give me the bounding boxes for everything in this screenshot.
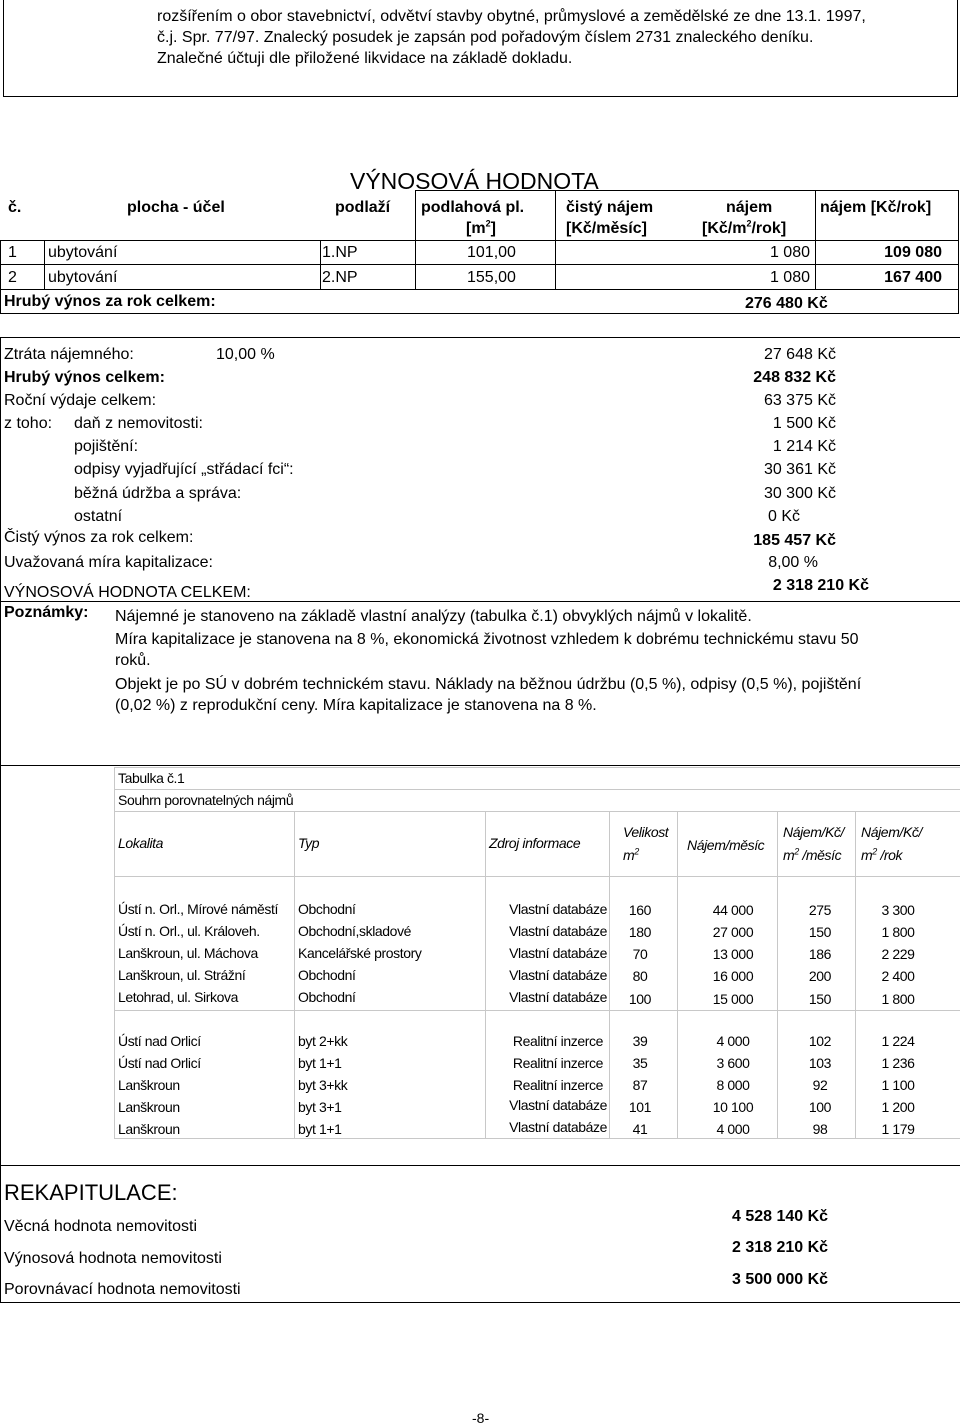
cmp-grid-v1 xyxy=(114,767,115,1138)
g2r4-m2-year: 1 200 xyxy=(881,1099,915,1115)
col-per-m2-year-1: Nájem/Kč/ xyxy=(861,824,922,840)
intro-line-2: č.j. Spr. 77/97. Znalecký posudek je zapsán pod pořadovým číslem 2731 znaleckého deníku. xyxy=(157,29,814,46)
total-value: 2 318 210 Kč xyxy=(772,577,869,594)
g1r4-size: 80 xyxy=(632,968,648,984)
col-py-unit: /rok xyxy=(880,847,903,863)
g1r5-size: 100 xyxy=(628,991,652,1007)
g1r5-type: Obchodní xyxy=(298,989,356,1005)
cap-label: Uvažovaná míra kapitalizace: xyxy=(4,554,213,571)
header-area-line1: podlahová pl. xyxy=(421,199,525,216)
header-rentm2-line1: nájem xyxy=(726,199,773,216)
g2r4-location: Lanškroun xyxy=(118,1099,180,1115)
loss-pct: 10,00 % xyxy=(216,346,275,363)
g2r1-monthly: 4 000 xyxy=(716,1033,750,1049)
table-caption: Souhrn porovnatelných nájmů xyxy=(118,792,294,808)
g1r2-source: Vlastní databáze xyxy=(509,923,607,939)
cmp-grid-h5 xyxy=(114,1010,960,1011)
row1-rent-m2: 1 080 xyxy=(769,244,810,261)
recap-label-2: Výnosová hodnota nemovitosti xyxy=(4,1250,222,1267)
note-3a: Objekt je po SÚ v dobrém technickém stavu. Náklady na běžnou údržbu (0,5 %), odpisy (0,5 %), pojištění xyxy=(115,676,862,693)
row1-area: 101,00 xyxy=(467,244,516,261)
g1r3-monthly: 13 000 xyxy=(712,946,754,962)
note-3b: (0,02 %) z reprodukční ceny. Míra kapitalizace je stanovena na 8 %. xyxy=(115,697,597,714)
header-no: č. xyxy=(8,199,22,216)
col-size-2 xyxy=(623,846,639,864)
expenses-label: Roční výdaje celkem: xyxy=(4,392,157,409)
header-rentm2-b: /rok] xyxy=(751,220,787,237)
recap-label-3: Porovnávací hodnota nemovitosti xyxy=(4,1281,241,1298)
recap-label-1: Věcná hodnota nemovitosti xyxy=(4,1218,198,1235)
yield-line-v0 xyxy=(0,240,1,314)
col-pm-sup: 2 xyxy=(794,846,799,857)
gross-year-value: 276 480 Kč xyxy=(745,295,828,312)
g1r4-type: Obchodní xyxy=(298,967,356,983)
g2r5-location: Lanškroun xyxy=(118,1121,180,1137)
col-per-m2-year-2 xyxy=(861,846,902,864)
g1r3-m2-month: 186 xyxy=(808,946,832,962)
yield-line-v6 xyxy=(958,190,959,314)
header-area-unit-sup: 2 xyxy=(485,218,491,229)
g2r3-monthly: 8 000 xyxy=(716,1077,750,1093)
col-py-m: m xyxy=(861,847,873,863)
g2r1-source: Realitní inzerce xyxy=(512,1033,603,1049)
g1r3-type: Kancelářské prostory xyxy=(298,945,422,961)
g2r5-monthly: 4 000 xyxy=(716,1121,750,1137)
header-purpose: plocha - účel xyxy=(127,199,225,216)
insurance-value: 1 214 Kč xyxy=(772,438,836,455)
g2r3-location: Lanškroun xyxy=(118,1077,180,1093)
total-label: VÝNOSOVÁ HODNOTA CELKEM: xyxy=(4,584,251,601)
g2r3-m2-year: 1 100 xyxy=(881,1077,915,1093)
g2r2-type: byt 1+1 xyxy=(298,1055,342,1071)
yield-title: VÝNOSOVÁ HODNOTA xyxy=(350,168,599,194)
header-area-unit-a: [m xyxy=(466,220,486,237)
page-number: -8- xyxy=(472,1410,490,1426)
g1r1-monthly: 44 000 xyxy=(712,902,754,918)
col-size-1: Velikost xyxy=(623,824,669,840)
g2r3-m2-month: 92 xyxy=(812,1077,828,1093)
cmp-grid-v4 xyxy=(609,811,610,1138)
col-per-m2-month-1: Nájem/Kč/ xyxy=(783,824,844,840)
yield-line-v5 xyxy=(815,190,816,289)
intro-line-3: Znalečné účtuji dle přiložené likvidace na základě dokladu. xyxy=(157,50,573,67)
g1r2-monthly: 27 000 xyxy=(712,924,754,940)
g1r5-m2-year: 1 800 xyxy=(881,991,915,1007)
g2r1-m2-year: 1 224 xyxy=(881,1033,915,1049)
depreciation-value: 30 361 Kč xyxy=(763,461,836,478)
g1r5-location: Letohrad, ul. Sirkova xyxy=(118,989,239,1005)
g1r4-location: Lanškroun, ul. Strážní xyxy=(118,967,246,983)
cmp-grid-v6 xyxy=(777,811,778,1138)
other-value: 0 Kč xyxy=(767,508,800,525)
g1r1-m2-year: 3 300 xyxy=(881,902,915,918)
g1r3-source: Vlastní databáze xyxy=(509,945,607,961)
cmp-grid-h2 xyxy=(114,789,960,790)
yield-line-top xyxy=(415,190,958,191)
header-area-unit-b: ] xyxy=(490,220,496,237)
row2-purpose: ubytování xyxy=(48,269,118,286)
header-area xyxy=(421,198,524,218)
maintenance-value: 30 300 Kč xyxy=(763,485,836,502)
g1r1-source: Vlastní databáze xyxy=(509,901,607,917)
recap-value-1: 4 528 140 Kč xyxy=(732,1208,829,1225)
g2r2-source: Realitní inzerce xyxy=(512,1055,603,1071)
g1r4-monthly: 16 000 xyxy=(712,968,754,984)
yield-line-v1 xyxy=(44,240,45,289)
cmp-grid-h4 xyxy=(114,876,960,877)
row2-rent-year: 167 400 xyxy=(884,269,942,286)
table-number: Tabulka č.1 xyxy=(118,770,185,786)
recap-value-3: 3 500 000 Kč xyxy=(732,1271,829,1288)
g2r1-size: 39 xyxy=(632,1033,648,1049)
row1-rent-year: 109 080 xyxy=(884,244,942,261)
note-2a: Míra kapitalizace je stanovena na 8 %, ekonomická životnost vzhledem k dobrému technickému stavu 50 xyxy=(115,631,859,648)
cmp-grid-h6 xyxy=(114,1138,960,1139)
row2-area: 155,00 xyxy=(467,269,516,286)
cmp-grid-v2 xyxy=(294,811,295,1138)
g2r5-m2-year: 1 179 xyxy=(881,1121,915,1137)
row1-no: 1 xyxy=(8,244,17,261)
g1r5-m2-month: 150 xyxy=(808,991,832,1007)
loss-value: 27 648 Kč xyxy=(763,346,836,363)
tax-value: 1 500 Kč xyxy=(772,415,836,432)
g1r1-location: Ústí n. Orl., Mírové náměstí xyxy=(118,901,278,917)
header-area-unit xyxy=(466,219,496,239)
col-source: Zdroj informace xyxy=(489,835,581,851)
tax-label: daň z nemovitosti: xyxy=(74,415,203,432)
yield-line-v4 xyxy=(555,190,556,289)
yield-line-v2 xyxy=(320,240,321,289)
notes-label: Poznámky: xyxy=(4,604,89,621)
g2r5-m2-month: 98 xyxy=(812,1121,828,1137)
g2r3-size: 87 xyxy=(632,1077,648,1093)
col-location: Lokalita xyxy=(118,835,164,851)
row2-rent-m2: 1 080 xyxy=(769,269,810,286)
col-per-m2-month-2 xyxy=(783,846,841,864)
g1r2-m2-year: 1 800 xyxy=(881,924,915,940)
g1r2-type: Obchodní,skladové xyxy=(298,923,412,939)
g2r3-source: Realitní inzerce xyxy=(512,1077,603,1093)
gross-year-label: Hrubý výnos za rok celkem: xyxy=(4,293,216,310)
note-1: Nájemné je stanoveno na základě vlastní analýzy (tabulka č.1) obvyklých nájmů v lokalitě. xyxy=(115,608,752,625)
g2r4-monthly: 10 100 xyxy=(712,1099,754,1115)
g1r1-size: 160 xyxy=(628,902,652,918)
col-pm-unit: /měsíc xyxy=(802,847,842,863)
g2r5-size: 41 xyxy=(632,1121,648,1137)
cmp-grid-h3 xyxy=(114,811,960,812)
g2r2-size: 35 xyxy=(632,1055,648,1071)
g1r5-monthly: 15 000 xyxy=(712,991,754,1007)
g2r5-source: Vlastní databáze xyxy=(509,1119,607,1135)
expenses-value: 63 375 Kč xyxy=(763,392,836,409)
row1-purpose: ubytování xyxy=(48,244,118,261)
note-2b: roků. xyxy=(115,652,151,669)
other-label: ostatní xyxy=(74,508,123,525)
row2-no: 2 xyxy=(8,269,17,286)
g1r5-source: Vlastní databáze xyxy=(509,989,607,1005)
header-rentm2-sup: 2 xyxy=(746,218,752,229)
of-which-label: z toho: xyxy=(4,415,53,432)
col-pm-m: m xyxy=(783,847,795,863)
g1r3-size: 70 xyxy=(632,946,648,962)
g1r2-size: 180 xyxy=(628,924,652,940)
yield-line-h3 xyxy=(0,289,958,290)
g2r5-type: byt 1+1 xyxy=(298,1121,342,1137)
g1r1-m2-month: 275 xyxy=(808,902,832,918)
g1r4-m2-year: 2 400 xyxy=(881,968,915,984)
g1r1-type: Obchodní xyxy=(298,901,356,917)
intro-line-1: rozšířením o obor stavebnictví, odvětví stavby obytné, průmyslové a zemědělské ze dne 13.1. 1997, xyxy=(157,8,866,25)
maintenance-label: běžná údržba a správa: xyxy=(74,485,242,502)
g2r3-type: byt 3+kk xyxy=(298,1077,348,1093)
g2r4-size: 101 xyxy=(628,1099,652,1115)
depreciation-label: odpisy vyjadřující „střádací fci“: xyxy=(74,461,294,478)
net-label: Čistý výnos za rok celkem: xyxy=(4,529,194,546)
g1r4-m2-month: 200 xyxy=(808,968,832,984)
header-rentm2-a: [Kč/m xyxy=(702,220,747,237)
yield-line-v3 xyxy=(415,190,416,289)
recap-title: REKAPITULACE: xyxy=(4,1180,178,1205)
g2r1-m2-month: 102 xyxy=(808,1033,832,1049)
gross-value: 248 832 Kč xyxy=(753,369,836,386)
g1r3-m2-year: 2 229 xyxy=(881,946,915,962)
col-monthly: Nájem/měsíc xyxy=(687,837,765,853)
g2r1-type: byt 2+kk xyxy=(298,1033,348,1049)
loss-label: Ztráta nájemného: xyxy=(4,346,134,363)
header-rent-line2: [Kč/měsíc] xyxy=(566,220,647,237)
col-size-sup: 2 xyxy=(634,846,639,857)
header-rentm2-line2 xyxy=(702,219,786,239)
header-floors: podlaží xyxy=(335,199,391,216)
g2r2-monthly: 3 600 xyxy=(716,1055,750,1071)
cmp-grid-v5 xyxy=(677,811,678,1138)
col-py-sup: 2 xyxy=(872,846,877,857)
g2r2-m2-month: 103 xyxy=(808,1055,832,1071)
g2r4-m2-month: 100 xyxy=(808,1099,832,1115)
g1r4-source: Vlastní databáze xyxy=(509,967,607,983)
g2r2-m2-year: 1 236 xyxy=(881,1055,915,1071)
header-rent-line1: čistý nájem xyxy=(566,199,654,216)
total-underline xyxy=(0,601,960,602)
g2r2-location: Ústí nad Orlicí xyxy=(118,1055,201,1071)
net-value: 185 457 Kč xyxy=(753,532,836,549)
g1r2-location: Ústí n. Orl., ul. Královeh. xyxy=(118,923,260,939)
g1r2-m2-month: 150 xyxy=(808,924,832,940)
g2r1-location: Ústí nad Orlicí xyxy=(118,1033,201,1049)
g2r4-source: Vlastní databáze xyxy=(509,1097,607,1113)
g2r4-type: byt 3+1 xyxy=(298,1099,342,1115)
recap-value-2: 2 318 210 Kč xyxy=(732,1239,829,1256)
insurance-label: pojištění: xyxy=(74,438,139,455)
row2-floor: 2.NP xyxy=(322,269,358,286)
cap-value: 8,00 % xyxy=(768,554,818,571)
header-rent-year: nájem [Kč/rok] xyxy=(820,199,932,216)
row1-floor: 1.NP xyxy=(322,244,358,261)
g1r3-location: Lanškroun, ul. Máchova xyxy=(118,945,258,961)
col-size-unit: m xyxy=(623,847,635,863)
cmp-grid-h1 xyxy=(114,767,960,768)
gross-label: Hrubý výnos celkem: xyxy=(4,369,165,386)
col-type: Typ xyxy=(298,835,320,851)
